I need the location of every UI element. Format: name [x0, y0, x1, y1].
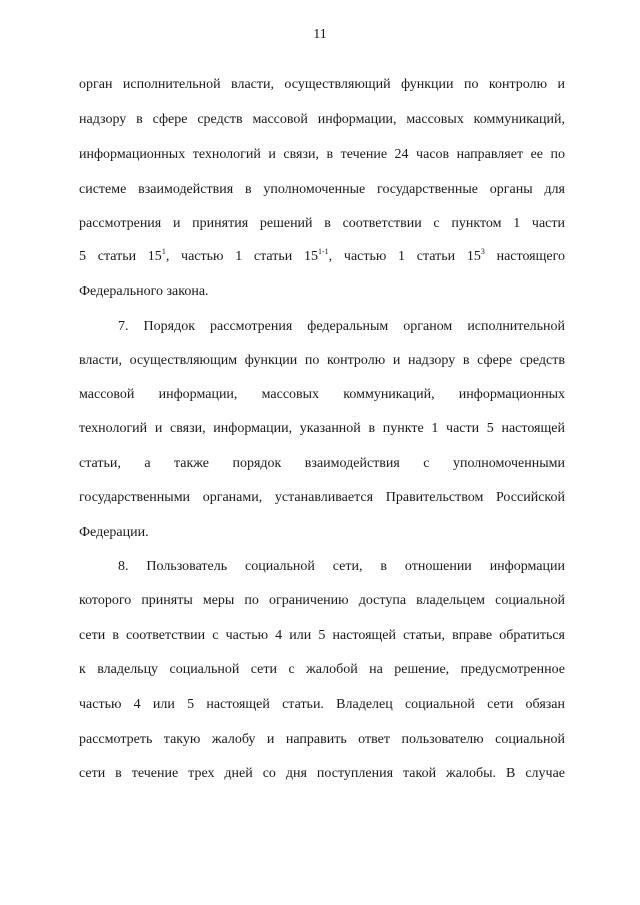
text-line: Федерации.: [79, 525, 149, 540]
text-line: рассмотреть такую жалобу и направить ответ пользователю социальной: [79, 732, 565, 747]
text-line: надзору в сфере средств массовой информации, массовых коммуникаций,: [79, 112, 565, 127]
text-line: информационных технологий и связи, в течение 24 часов направляет ее по: [79, 147, 565, 162]
text-line: 7. Порядок рассмотрения федеральным органом исполнительной: [118, 319, 565, 334]
superscript: 1: [161, 247, 166, 256]
superscript: 3: [480, 247, 485, 256]
text-segment: 5 статьи 15: [79, 249, 162, 264]
text-line: технологий и связи, информации, указанной в пункте 1 части 5 настоящей: [79, 421, 565, 436]
text-line: сети в соответствии с частью 4 или 5 настоящей статьи, вправе обратиться: [79, 628, 565, 643]
text-line: статьи, а также порядок взаимодействия с уполномоченными: [79, 456, 565, 471]
text-line: частью 4 или 5 настоящей статьи. Владелец социальной сети обязан: [79, 697, 565, 712]
text-line: орган исполнительной власти, осуществляющий функции по контролю и: [79, 77, 565, 92]
text-line: к владельцу социальной сети с жалобой на решение, предусмотренное: [79, 662, 565, 677]
text-line: Федерального закона.: [79, 284, 209, 299]
text-line: системе взаимодействия в уполномоченные государственные органы для: [79, 182, 565, 197]
text-line-with-superscripts: [79, 248, 565, 266]
text-line: власти, осуществляющим функции по контролю и надзору в сфере средств: [79, 353, 565, 368]
text-line: сети в течение трех дней со дня поступления такой жалобы. В случае: [79, 766, 565, 781]
text-line: массовой информации, массовых коммуникаций, информационных: [79, 387, 565, 402]
text-segment: , частью 1 статьи 15: [328, 249, 481, 264]
superscript: 1-1: [318, 247, 329, 256]
text-line: рассмотрения и принятия решений в соответствии с пунктом 1 части: [79, 216, 565, 231]
text-segment: , частью 1 статьи 15: [165, 249, 318, 264]
text-line: 8. Пользователь социальной сети, в отношении информации: [118, 559, 565, 574]
text-segment: настоящего: [484, 249, 565, 264]
text-line: которого приняты меры по ограничению доступа владельцем социальной: [79, 593, 565, 608]
text-line: государственными органами, устанавливается Правительством Российской: [79, 490, 565, 505]
page-number: 11: [313, 27, 327, 42]
